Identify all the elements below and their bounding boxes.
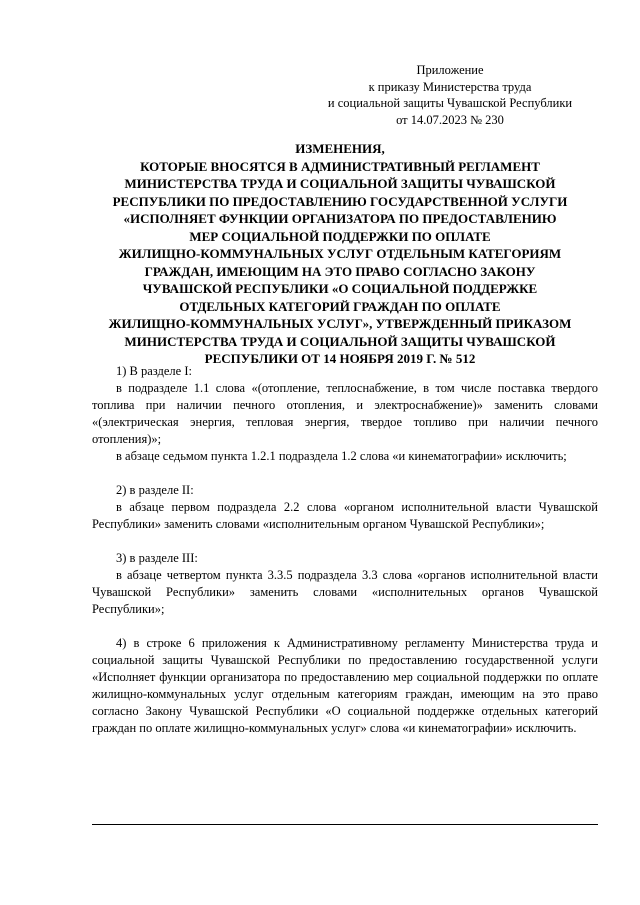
- title-line: ГРАЖДАН, ИМЕЮЩИМ НА ЭТО ПРАВО СОГЛАСНО ЗАКОНУ: [144, 263, 536, 279]
- appendix-line-1: Приложение: [416, 63, 484, 77]
- section-2-heading: 2) в разделе II:: [116, 483, 194, 497]
- appendix-line-4: от 14.07.2023 № 230: [396, 112, 504, 127]
- appendix-line-3: и социальной защиты Чувашской Республики: [327, 96, 573, 110]
- title-line: ЖИЛИЩНО-КОММУНАЛЬНЫХ УСЛУГ ОТДЕЛЬНЫМ КАТЕГОРИЯМ: [118, 246, 562, 261]
- title-line: МЕР СОЦИАЛЬНОЙ ПОДДЕРЖКИ ПО ОПЛАТЕ: [189, 228, 491, 244]
- section-1-paragraph-1: в подразделе 1.1 слова «(отопление, теплоснабжение, в том числе поставка твердого топлива при наличии печного отопления, и электроснабжение)» заменить словами «(электрическая энергия, тепловая энергия, твердое топливо при наличии печного отопления)»;: [92, 381, 598, 446]
- closing-divider: [92, 824, 598, 825]
- section-4-paragraph: 4) в строке 6 приложения к Административному регламенту Министерства труда и социальной защиты Чувашской Республики по предоставлению государственной услуги «Исполняет функции организатора по предоставлению мер социальной поддержки по оплате жилищно-коммунальных услуг отдельным категориям граждан, имеющим на это право согласно Закону Чувашской Республики «О социальной поддержке отдельных категорий граждан по оплате жилищно-коммунальных услуг» слова «и кинематографии» исключить.: [92, 636, 598, 735]
- title-line: КОТОРЫЕ ВНОСЯТСЯ В АДМИНИСТРАТИВНЫЙ РЕГЛАМЕНТ: [140, 158, 540, 174]
- title-line: «ИСПОЛНЯЕТ ФУНКЦИИ ОРГАНИЗАТОРА ПО ПРЕДОСТАВЛЕНИЮ: [123, 211, 557, 226]
- document-body: [92, 363, 598, 737]
- title-line: ИЗМЕНЕНИЯ,: [295, 141, 385, 156]
- paragraph-gap: [92, 533, 598, 550]
- section-1-paragraph-2: в абзаце седьмом пункта 1.2.1 подраздела 1.2 слова «и кинематографии» исключить;: [116, 449, 567, 463]
- title-line: ЖИЛИЩНО-КОММУНАЛЬНЫХ УСЛУГ», УТВЕРЖДЕННЫЙ ПРИКАЗОМ: [108, 316, 572, 331]
- title-line: РЕСПУБЛИКИ ПО ПРЕДОСТАВЛЕНИЮ ГОСУДАРСТВЕННОЙ УСЛУГИ: [112, 193, 568, 209]
- paragraph-gap: [92, 465, 598, 482]
- document-title: [80, 140, 600, 368]
- section-3-paragraph-1: в абзаце четвертом пункта 3.3.5 подраздела 3.3 слова «органов исполнительной власти Чувашской Республики» заменить словами «исполнительных органов Чувашской Республики»;: [92, 568, 598, 616]
- title-line: ОТДЕЛЬНЫХ КАТЕГОРИЙ ГРАЖДАН ПО ОПЛАТЕ: [179, 298, 501, 314]
- paragraph-gap: [92, 618, 598, 635]
- section-3-heading: 3) в разделе III:: [116, 551, 198, 565]
- title-line: ЧУВАШСКОЙ РЕСПУБЛИКИ «О СОЦИАЛЬНОЙ ПОДДЕРЖКЕ: [142, 281, 538, 296]
- section-2-paragraph-1: в абзаце первом подраздела 2.2 слова «органом исполнительной власти Чувашской Республики» заменить словами «исполнительным органом Чувашской Республики»;: [92, 500, 598, 531]
- title-line: МИНИСТЕРСТВА ТРУДА И СОЦИАЛЬНОЙ ЗАЩИТЫ ЧУВАШСКОЙ: [124, 333, 556, 349]
- section-1-heading: 1) В разделе I:: [116, 364, 192, 378]
- appendix-line-2: к приказу Министерства труда: [368, 79, 532, 94]
- appendix-header: [300, 62, 600, 128]
- title-line: МИНИСТЕРСТВА ТРУДА И СОЦИАЛЬНОЙ ЗАЩИТЫ ЧУВАШСКОЙ: [124, 176, 556, 191]
- title-line: РЕСПУБЛИКИ ОТ 14 НОЯБРЯ 2019 Г. № 512: [204, 351, 476, 366]
